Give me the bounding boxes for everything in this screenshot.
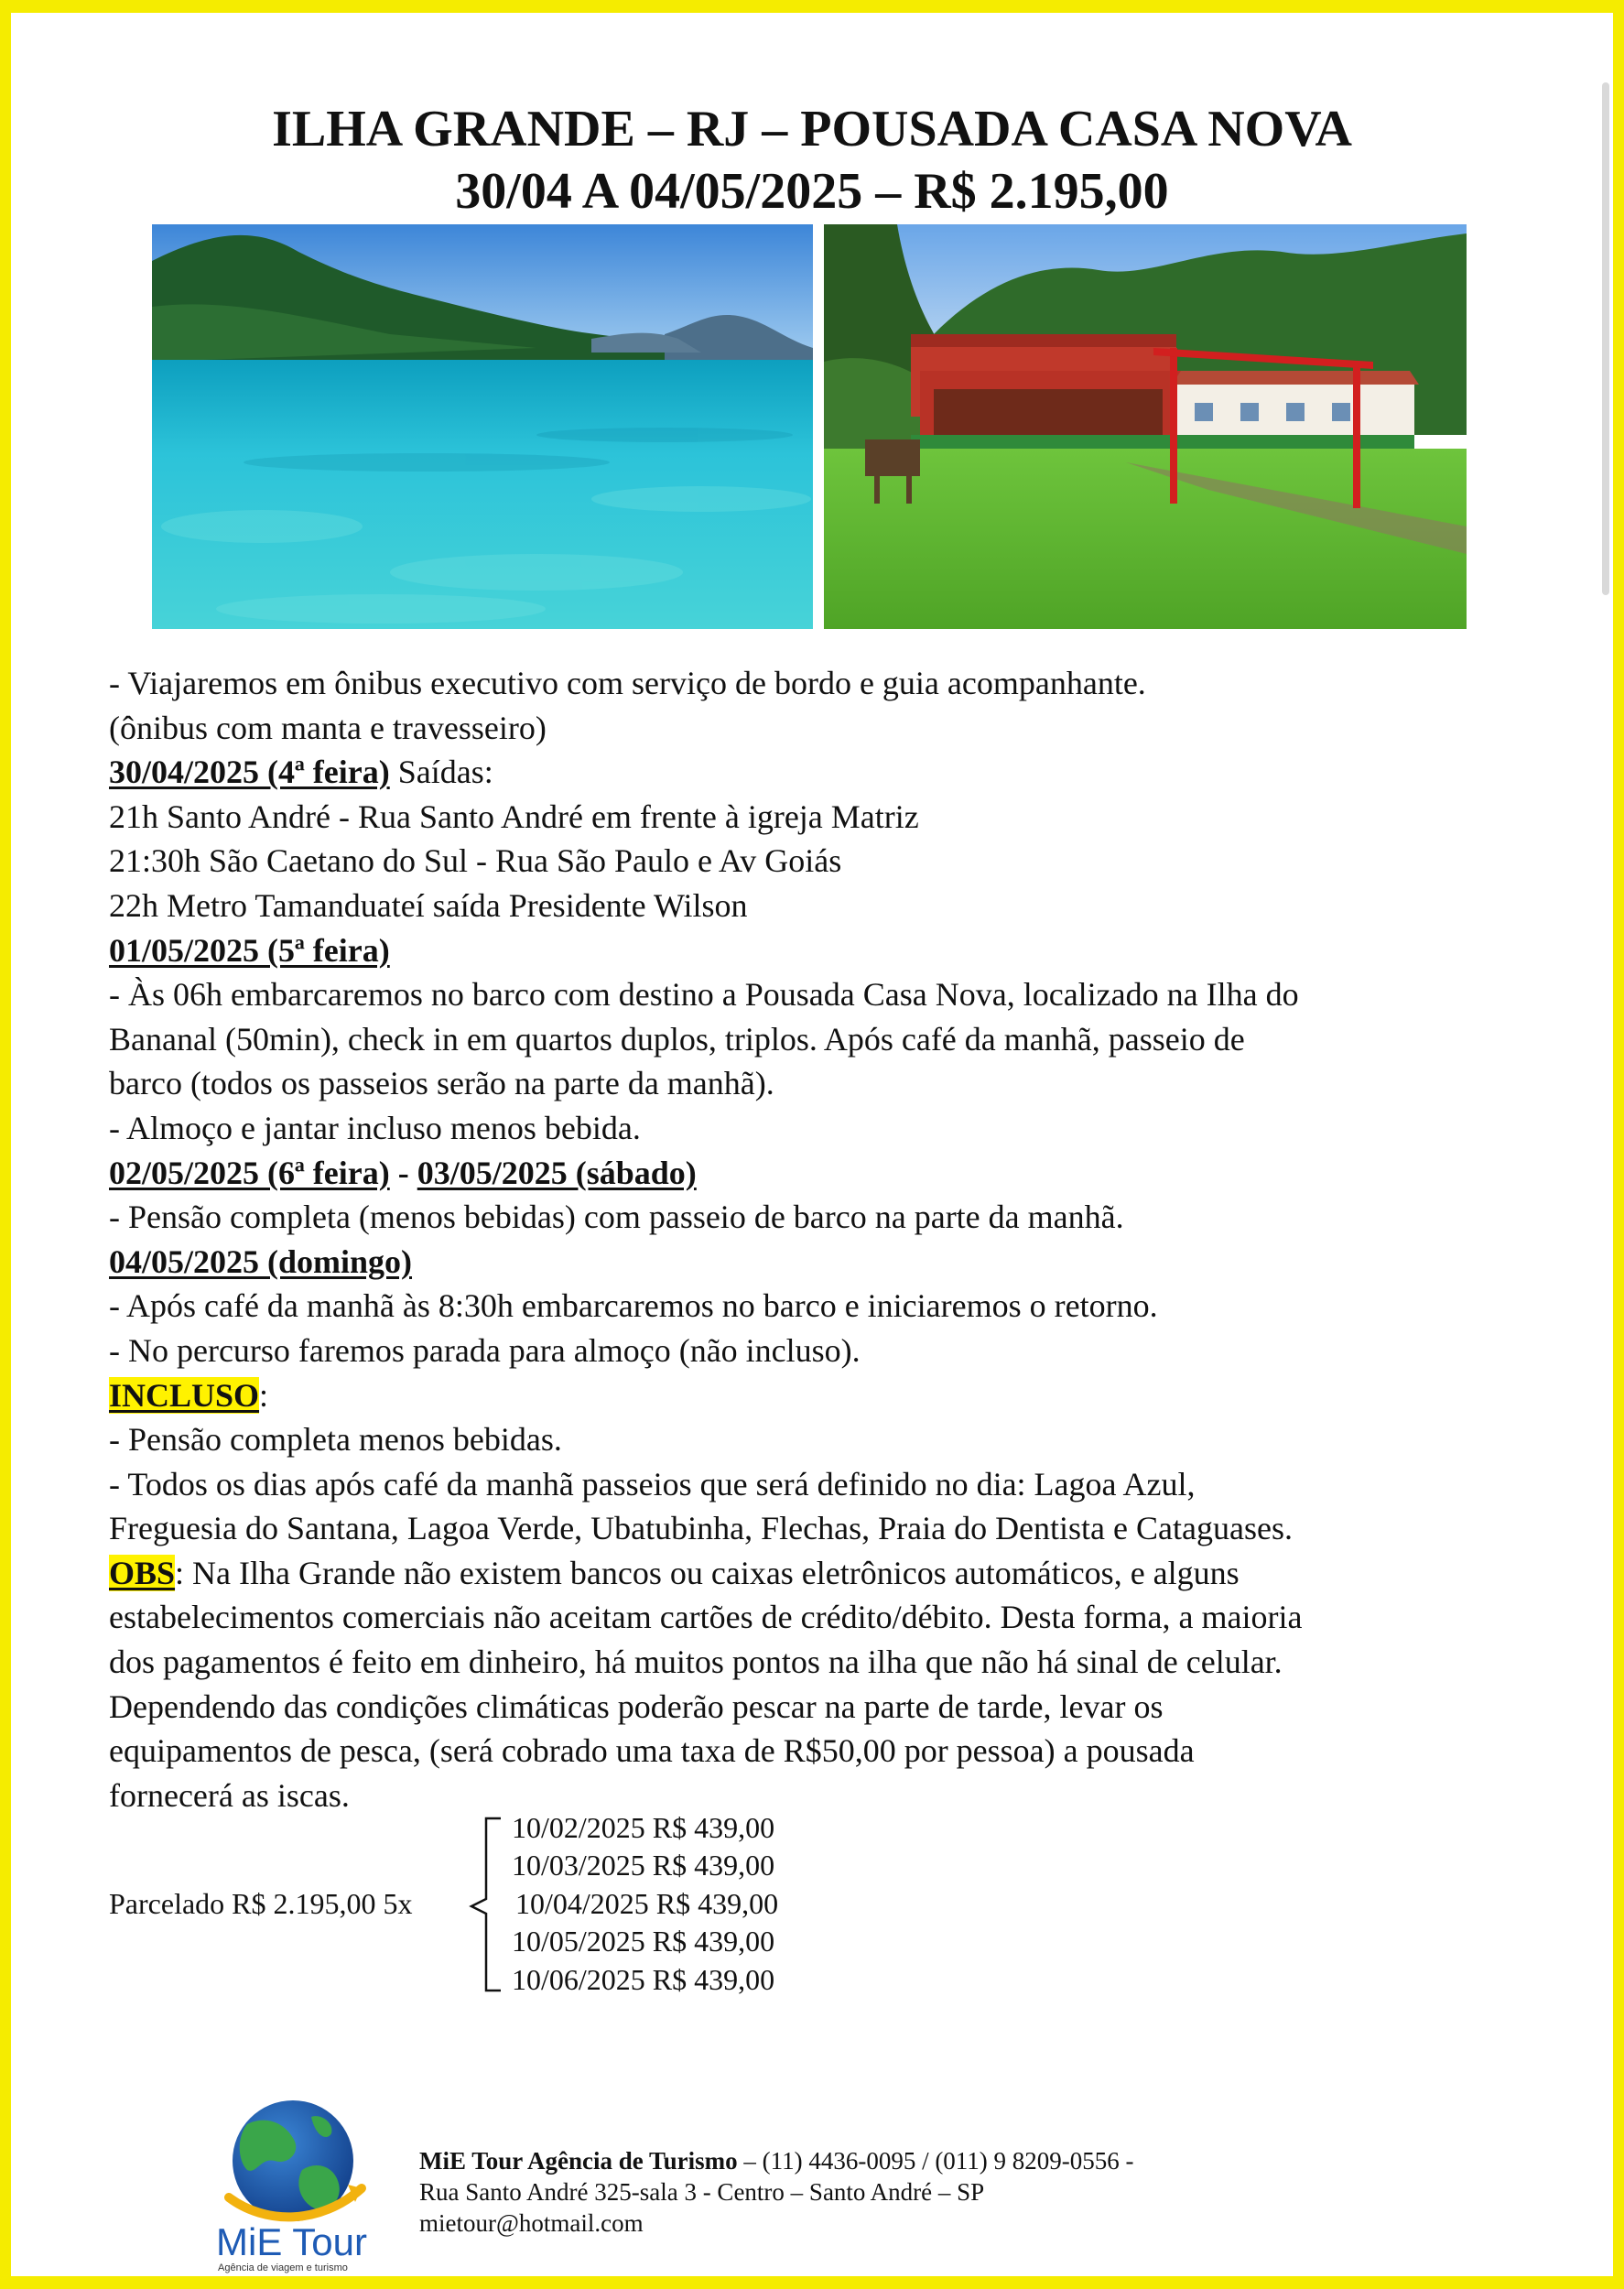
day2-date: 01/05/2025 (5ª feira) xyxy=(109,931,390,969)
installment-row: 10/06/2025 R$ 439,00 xyxy=(512,1963,775,1996)
contact-line xyxy=(419,2145,1134,2176)
included-heading xyxy=(109,1373,1537,1418)
obs-label: OBS xyxy=(109,1554,176,1591)
day1-suffix: Saídas: xyxy=(389,754,493,791)
obs-line: : Na Ilha Grande não existem bancos ou caixas eletrônicos automáticos, e alguns xyxy=(175,1554,1240,1591)
day4-date: 04/05/2025 (domingo) xyxy=(109,1242,413,1280)
obs-line: dos pagamentos é feito em dinheiro, há muitos pontos na ilha que não há sinal de celular. xyxy=(109,1644,1283,1681)
intro-line: (ônibus com manta e travesseiro) xyxy=(109,709,547,746)
obs-heading xyxy=(109,1551,1537,1596)
pousada-photo xyxy=(824,224,1467,629)
company-name: MiE Tour Agência de Turismo xyxy=(419,2147,738,2175)
day3-date-start: 02/05/2025 (6ª feira) xyxy=(109,1154,390,1191)
installment-row: 10/02/2025 R$ 439,00 xyxy=(512,1811,775,1844)
day2-line: Bananal (50min), check in em quartos duplos, triplos. Após café da manhã, passeio de xyxy=(109,1020,1245,1058)
contact-info xyxy=(419,2145,1134,2239)
day3-heading xyxy=(109,1151,1537,1196)
itinerary xyxy=(109,661,1537,1817)
departure-line: 21h Santo André - Rua Santo André em frente à igreja Matriz xyxy=(109,797,919,835)
brace-icon xyxy=(464,1811,510,1994)
installment-row: 10/05/2025 R$ 439,00 xyxy=(512,1925,775,1958)
day2-line: - Almoço e jantar incluso menos bebida. xyxy=(109,1109,641,1146)
obs-line: fornecerá as iscas. xyxy=(109,1776,350,1814)
installment-plan xyxy=(109,1811,933,2003)
page-subtitle: 30/04 A 04/05/2025 – R$ 2.195,00 xyxy=(455,163,1169,220)
day3-date-end: 03/05/2025 (sábado) xyxy=(417,1154,697,1191)
phone-numbers: – (11) 4436-0095 / (011) 9 8209-0556 - xyxy=(737,2147,1134,2175)
scrollbar[interactable] xyxy=(1602,82,1609,595)
day1-date: 30/04/2025 (4ª feira) xyxy=(109,754,390,791)
departure-line: 22h Metro Tamanduateí saída Presidente Wilson xyxy=(109,886,748,924)
obs-line: Dependendo das condições climáticas poderão pescar na parte de tarde, levar os xyxy=(109,1687,1164,1725)
included-line: Freguesia do Santana, Lagoa Verde, Ubatubinha, Flechas, Praia do Dentista e Cataguases. xyxy=(109,1510,1293,1547)
included-line: - Todos os dias após café da manhã passeios que será definido no dia: Lagoa Azul, xyxy=(109,1465,1196,1502)
sea-photo xyxy=(152,224,813,629)
day3-line: - Pensão completa (menos bebidas) com passeio de barco na parte da manhã. xyxy=(109,1199,1124,1236)
day4-line: - Após café da manhã às 8:30h embarcaremos no barco e iniciaremos o retorno. xyxy=(109,1287,1158,1325)
intro-line: - Viajaremos em ônibus executivo com serviço de bordo e guia acompanhante. xyxy=(109,665,1146,701)
email-link[interactable]: mietour@hotmail.com xyxy=(419,2209,644,2237)
included-label: INCLUSO xyxy=(109,1376,260,1414)
installment-label: Parcelado R$ 2.195,00 5x xyxy=(109,1887,413,1920)
installment-row: 10/03/2025 R$ 439,00 xyxy=(512,1849,775,1882)
day4-line: - No percurso faremos parada para almoço (não incluso). xyxy=(109,1331,861,1369)
address: Rua Santo André 325-sala 3 - Centro – Santo André – SP xyxy=(419,2178,985,2206)
day1-heading xyxy=(109,750,1537,795)
installment-row: 10/04/2025 R$ 439,00 xyxy=(515,1887,779,1920)
page-title: ILHA GRANDE – RJ – POUSADA CASA NOVA xyxy=(272,101,1352,157)
day4-heading xyxy=(109,1240,1537,1285)
brand-name: MiE Tour xyxy=(216,2220,367,2263)
included-colon: : xyxy=(259,1376,269,1414)
day3-separator: - xyxy=(389,1154,417,1191)
obs-line: estabelecimentos comerciais não aceitam cartões de crédito/débito. Desta forma, a maioria xyxy=(109,1599,1303,1636)
obs-line: equipamentos de pesca, (será cobrado uma taxa de R$50,00 por pessoa) a pousada xyxy=(109,1732,1195,1770)
included-line: - Pensão completa menos bebidas. xyxy=(109,1421,562,1459)
brand-tagline: Agência de viagem e turismo xyxy=(218,2262,348,2273)
departure-line: 21:30h São Caetano do Sul - Rua São Paulo e Av Goiás xyxy=(109,842,842,880)
day2-line: - Às 06h embarcaremos no barco com destino a Pousada Casa Nova, localizado na Ilha do xyxy=(109,976,1299,1014)
day2-line: barco (todos os passeios serão na parte da manhã). xyxy=(109,1065,774,1102)
